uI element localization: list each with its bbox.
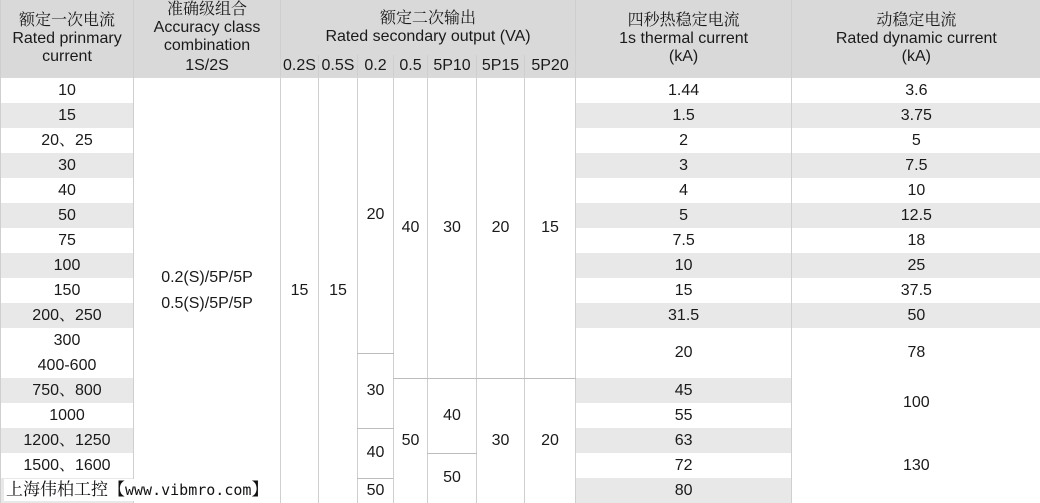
header-col-0-5: 0.5: [394, 55, 428, 77]
dynamic-cell: 5: [792, 128, 1040, 153]
output-0-2s: 15: [281, 78, 319, 503]
thermal-cell: 2: [576, 128, 792, 153]
header-rated-current: [1, 0, 134, 78]
watermark: [4, 479, 270, 501]
current-cell: 100: [1, 253, 134, 278]
current-cell: 1000: [1, 403, 134, 428]
header-secondary-en: Rated secondary output (VA): [325, 27, 531, 45]
thermal-cell: 45: [576, 378, 792, 403]
dynamic-cell: 3.6: [792, 78, 1040, 103]
thermal-cell: 31.5: [576, 303, 792, 328]
dynamic-cell: 12.5: [792, 203, 1040, 228]
header-secondary-cn: 额定二次输出: [380, 9, 477, 27]
thermal-cell: 1.44: [576, 78, 792, 103]
accuracy-combination-cell: [134, 78, 281, 503]
header-thermal-unit: (kA): [668, 48, 699, 65]
current-cell: 50: [1, 203, 134, 228]
output-5p10-a: 30: [428, 78, 477, 378]
current-cell: 30: [1, 153, 134, 178]
header-col-5p20: 5P20: [525, 55, 576, 77]
current-cell: 150: [1, 278, 134, 303]
output-0-2-b: 30: [358, 353, 394, 428]
header-col-0-2: 0.2: [358, 55, 394, 77]
dynamic-cell: 78: [792, 328, 1040, 378]
dynamic-cell: 25: [792, 253, 1040, 278]
accuracy-value: 0.2(S)/5P/5P: [161, 268, 253, 286]
header-rated-current-en: Rated prinmary: [12, 30, 122, 47]
header-thermal-en: 1s thermal current: [619, 30, 749, 47]
header-accuracy: [134, 0, 281, 55]
thermal-cell: 4: [576, 178, 792, 203]
current-cell: 300: [1, 328, 134, 353]
thermal-cell: 7.5: [576, 228, 792, 253]
header-col-5p10: 5P10: [428, 55, 477, 77]
output-5p20-a: 15: [525, 78, 576, 378]
output-5p10-b: 40: [428, 378, 477, 453]
header-accuracy-en: Accuracy class: [153, 18, 261, 36]
dynamic-cell: 37.5: [792, 278, 1040, 303]
header-dynamic-en: Rated dynamic current: [835, 30, 997, 47]
thermal-cell: 5: [576, 203, 792, 228]
header-col-5p15: 5P15: [477, 55, 525, 77]
dynamic-cell: 7.5: [792, 153, 1040, 178]
watermark-company: 上海伟柏工控: [6, 480, 108, 500]
watermark-bracket-open: 【: [108, 480, 125, 500]
current-cell: 20、25: [1, 128, 134, 153]
thermal-cell: 55: [576, 403, 792, 428]
accuracy-value: 0.5(S)/5P/5P: [161, 294, 253, 312]
current-cell: 75: [1, 228, 134, 253]
thermal-cell: 80: [576, 478, 792, 503]
current-cell: 10: [1, 78, 134, 103]
current-cell: 750、800: [1, 378, 134, 403]
output-5p20-b: 20: [525, 378, 576, 503]
dynamic-cell: 130: [792, 428, 1040, 503]
thermal-cell: 72: [576, 453, 792, 478]
header-rated-current-cn: 额定一次电流: [18, 12, 115, 29]
header-thermal-cn: 四秒热稳定电流: [627, 12, 740, 29]
current-cell: 400-600: [1, 353, 134, 378]
dynamic-cell: 100: [792, 378, 1040, 428]
output-0-5s: 15: [319, 78, 358, 503]
output-5p10-c: 50: [428, 453, 477, 503]
watermark-url: www.vibmro.com: [125, 481, 252, 499]
header-secondary-output: [281, 0, 576, 55]
output-0-2-d: 50: [358, 478, 394, 503]
header-accuracy-sub: 1S/2S: [134, 55, 281, 77]
current-cell: 40: [1, 178, 134, 203]
header-rated-current-en2: current: [42, 48, 92, 65]
thermal-cell: 3: [576, 153, 792, 178]
current-cell: 15: [1, 103, 134, 128]
output-0-5-b: 50: [394, 378, 428, 503]
thermal-cell: 1.5: [576, 103, 792, 128]
dynamic-cell: 18: [792, 228, 1040, 253]
header-col-0-5s: 0.5S: [319, 55, 358, 77]
dynamic-cell: 3.75: [792, 103, 1040, 128]
output-5p15-b: 30: [477, 378, 525, 503]
thermal-cell: 10: [576, 253, 792, 278]
thermal-cell: 20: [576, 328, 792, 378]
output-0-5-a: 40: [394, 78, 428, 378]
header-dynamic-unit: (kA): [901, 48, 931, 65]
current-cell: 200、250: [1, 303, 134, 328]
thermal-cell: 15: [576, 278, 792, 303]
header-accuracy-en2: combination: [163, 36, 251, 54]
watermark-bracket-close: 】: [251, 480, 269, 500]
header-col-0-2s: 0.2S: [281, 55, 319, 77]
output-0-2-c: 40: [358, 428, 394, 478]
dynamic-cell: 10: [792, 178, 1040, 203]
current-cell: 1500、1600: [1, 453, 134, 478]
header-dynamic: [792, 0, 1040, 78]
output-5p15-a: 20: [477, 78, 525, 378]
header-accuracy-cn: 准确级组合: [166, 0, 247, 18]
header-thermal: [576, 0, 792, 78]
current-cell: 1200、1250: [1, 428, 134, 453]
header-dynamic-cn: 动稳定电流: [876, 12, 957, 29]
output-0-2-a: 20: [358, 78, 394, 353]
dynamic-cell: 50: [792, 303, 1040, 328]
thermal-cell: 63: [576, 428, 792, 453]
